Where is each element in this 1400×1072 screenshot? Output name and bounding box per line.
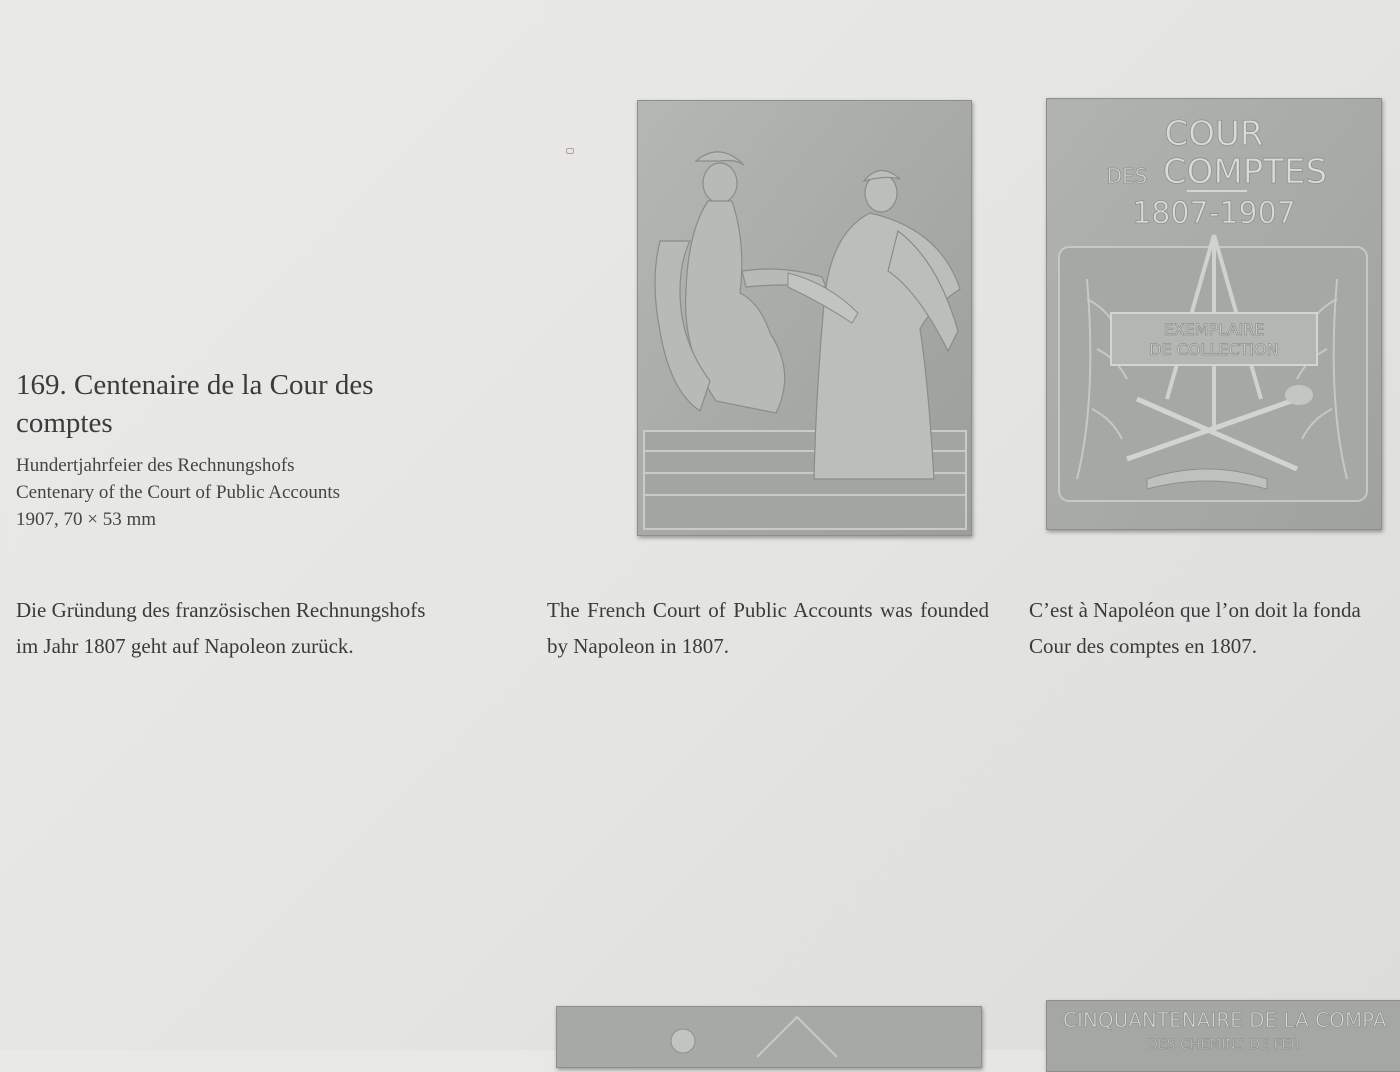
medal-inscription-cour: COUR xyxy=(1164,114,1264,154)
entry-title: 169. Centenaire de la Cour des comptes xyxy=(16,369,374,439)
description-german xyxy=(16,592,516,664)
medal-bottom-left-image xyxy=(556,1006,982,1068)
medal-reverse-relief xyxy=(1047,99,1381,529)
description-english: The French Court of Public Accounts was founded by Napoleon in 1807. xyxy=(547,598,989,658)
medal-reverse-image xyxy=(1046,98,1382,530)
subtitle-english: Centenary of the Court of Public Accounts xyxy=(16,482,340,503)
medal-bottom-right-image xyxy=(1046,1000,1400,1072)
description-german-line: Die Gründung des französischen Rechnungshofs xyxy=(16,598,426,622)
description-french xyxy=(1029,592,1400,664)
description-french-line: Cour des comptes en 1807. xyxy=(1029,634,1258,658)
medal-bottom-inscription-line2: DES CHEMINS DE FER xyxy=(1147,1037,1300,1053)
medal-obverse-image xyxy=(637,100,972,536)
print-mark xyxy=(566,148,574,154)
medal-inscription-years: 1807-1907 xyxy=(1132,196,1296,231)
medal-obverse-relief xyxy=(638,101,971,535)
description-german-line: im Jahr 1807 geht auf Napoleon zurück. xyxy=(16,634,354,658)
description-french-line: C’est à Napoléon que l’on doit la fonda xyxy=(1029,598,1361,622)
plaque-inscription-line2: DE COLLECTION xyxy=(1149,340,1279,359)
entry-details: 1907, 70 × 53 mm xyxy=(16,509,157,530)
plaque-inscription-line1: EXEMPLAIRE xyxy=(1163,320,1265,339)
medal-inscription-comptes: COMPTES xyxy=(1162,152,1328,192)
medal-bottom-inscription-line1: CINQUANTENAIRE DE LA COMPA xyxy=(1063,1008,1387,1032)
entry-subtitles xyxy=(16,452,486,533)
medal-inscription-des: DES xyxy=(1106,164,1148,188)
medal-bottom-left-relief xyxy=(557,1007,981,1067)
subtitle-german: Hundertjahrfeier des Rechnungshofs xyxy=(16,455,295,476)
medal-bottom-right-relief xyxy=(1047,1001,1400,1071)
